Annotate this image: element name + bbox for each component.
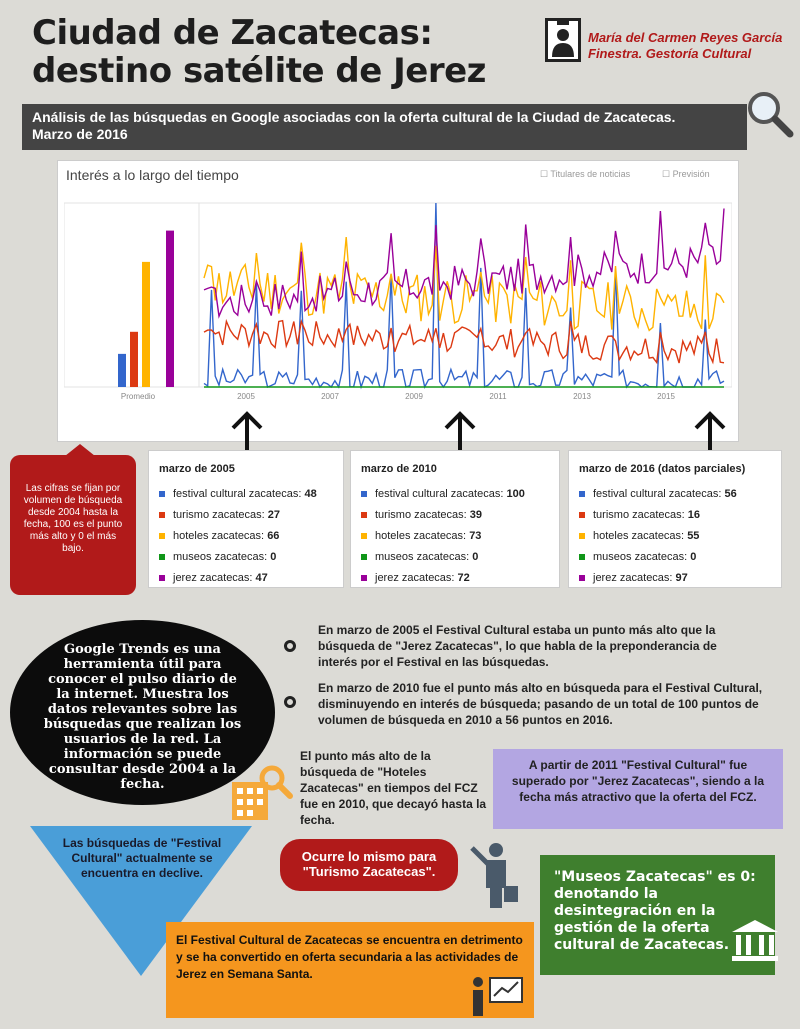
chart-option-forecast[interactable]: ☐ Previsión xyxy=(662,169,710,179)
data-card-2016 xyxy=(568,450,782,588)
card-row xyxy=(579,568,771,589)
card-row-label: jerez zacatecas: xyxy=(375,572,455,584)
card-row-value: 27 xyxy=(267,509,281,521)
chart-option-news-label: Titulares de noticias xyxy=(550,169,631,179)
card-row-label: jerez zacatecas: xyxy=(593,572,673,584)
trends-chart xyxy=(57,160,739,442)
presentation-chart-icon xyxy=(470,972,526,1018)
series-color-dot xyxy=(579,491,585,497)
magnifier-icon xyxy=(744,88,796,140)
x-tick-label: 2011 xyxy=(489,392,507,401)
author-name: María del Carmen Reyes García xyxy=(588,30,783,45)
chart-plot xyxy=(64,197,732,437)
card-row-value: 97 xyxy=(675,572,688,584)
chart-title: Interés a lo largo del tiempo xyxy=(66,167,239,183)
card-row-value: 66 xyxy=(267,530,280,542)
card-row-value: 100 xyxy=(506,488,525,500)
note-2010: En marzo de 2010 fue el punto más alto en búsqueda para el Festival Cultural, disminuyendo en interés de búsqueda; pasando de un total de 100 puntos de volumen de búsqueda en 2010 a 56 puntos en 2016. xyxy=(318,681,763,727)
card-row-value: 47 xyxy=(255,572,268,584)
series-color-dot xyxy=(361,491,367,497)
card-row-label: turismo zacatecas: xyxy=(173,509,265,521)
note-jerez-overtakes: A partir de 2011 "Festival Cultural" fue superado por "Jerez Zacatecas", siendo a la fecha más atractivo que la oferta del FCZ. xyxy=(493,749,783,829)
x-tick-label: 2009 xyxy=(405,392,423,401)
card-row-value: 48 xyxy=(304,488,317,500)
card-row xyxy=(361,526,549,547)
average-bar xyxy=(118,354,126,387)
card-row xyxy=(361,484,549,505)
note-festival-secondary: El Festival Cultural de Zacatecas se encuentra en detrimento y se ha convertido en oferta secundaria a las actividades de Jerez en Semana Santa. xyxy=(166,922,534,1018)
plot-frame xyxy=(64,203,732,387)
card-row xyxy=(579,547,771,568)
average-label: Promedio xyxy=(120,392,156,401)
x-tick-label: 2013 xyxy=(573,392,591,401)
card-row-label: museos zacatecas: xyxy=(375,551,470,563)
series-color-dot xyxy=(579,554,585,560)
title-line-1: Ciudad de Zacatecas: xyxy=(32,13,433,53)
series-color-dot xyxy=(159,491,165,497)
card-row xyxy=(159,547,333,568)
person-pointing-icon xyxy=(468,840,522,910)
bullet-icon xyxy=(284,640,296,652)
card-row-value: 39 xyxy=(469,509,483,521)
series-color-dot xyxy=(159,512,165,518)
banner-line-2: Marzo de 2016 xyxy=(32,126,128,142)
card-heading: marzo de 2010 xyxy=(361,463,437,475)
author-credit xyxy=(588,30,782,62)
data-card-2010 xyxy=(350,450,560,588)
card-row-label: turismo zacatecas: xyxy=(375,509,467,521)
average-bar xyxy=(142,262,150,387)
card-row-label: jerez zacatecas: xyxy=(173,572,253,584)
card-row-label: festival cultural zacatecas: xyxy=(173,488,302,500)
card-row-value: 0 xyxy=(270,551,277,563)
series-line xyxy=(204,321,724,363)
series-color-dot xyxy=(361,554,367,560)
card-row xyxy=(579,484,771,505)
note-turismo: Ocurre lo mismo para "Turismo Zacatecas". xyxy=(280,839,458,891)
average-bar xyxy=(166,231,174,387)
card-row-label: museos zacatecas: xyxy=(173,551,268,563)
chart-option-forecast-label: Previsión xyxy=(672,169,710,179)
card-row xyxy=(159,568,333,589)
card-row xyxy=(361,568,549,589)
card-row-value: 0 xyxy=(472,551,479,563)
card-row xyxy=(159,505,333,526)
card-row xyxy=(579,505,771,526)
card-row xyxy=(159,484,333,505)
page-title xyxy=(32,14,486,90)
card-heading: marzo de 2005 xyxy=(159,463,235,475)
series-line xyxy=(204,237,724,330)
subtitle-banner xyxy=(22,104,747,150)
card-heading: marzo de 2016 (datos parciales) xyxy=(579,463,746,475)
card-row xyxy=(361,547,549,568)
card-row-label: festival cultural zacatecas: xyxy=(375,488,504,500)
arrow-up-icon xyxy=(227,410,267,452)
card-row-value: 72 xyxy=(457,572,470,584)
arrow-up-icon xyxy=(690,410,730,452)
series-color-dot xyxy=(361,512,367,518)
card-row-label: hoteles zacatecas: xyxy=(593,530,685,542)
card-row xyxy=(159,526,333,547)
series-color-dot xyxy=(579,512,585,518)
average-bar xyxy=(130,332,138,387)
google-trends-bubble: Google Trends es una herramienta útil para conocer el pulso diario de la internet. Muestra los datos relevantes sobre las búsquedas que realizan los usuarios de la red. La información se puede consultar desde 2004 a la fecha. xyxy=(10,620,275,805)
museum-icon xyxy=(730,918,780,962)
card-row-value: 73 xyxy=(469,530,482,542)
series-color-dot xyxy=(159,575,165,581)
person-badge-icon xyxy=(545,18,581,62)
card-row-label: hoteles zacatecas: xyxy=(173,530,265,542)
card-row-value: 56 xyxy=(724,488,737,500)
note-hoteles: El punto más alto de la búsqueda de "Hoteles Zacatecas" en tiempos del FCZ fue en 2010, que decayó hasta la fecha. xyxy=(300,749,487,827)
bullet-icon xyxy=(284,696,296,708)
data-card-2005 xyxy=(148,450,344,588)
x-tick-label: 2015 xyxy=(657,392,675,401)
x-tick-label: 2005 xyxy=(237,392,255,401)
note-festival-decline: Las búsquedas de "Festival Cultural" actualmente se encuentra en declive. xyxy=(62,836,222,880)
card-row xyxy=(361,505,549,526)
series-color-dot xyxy=(159,533,165,539)
card-row-value: 0 xyxy=(690,551,697,563)
card-row-label: turismo zacatecas: xyxy=(593,509,685,521)
banner-line-1: Análisis de las búsquedas en Google asociadas con la oferta cultural de la Ciudad de Zacatecas. xyxy=(32,109,676,125)
card-row-value: 16 xyxy=(687,509,701,521)
card-row-value: 55 xyxy=(687,530,700,542)
author-organization: Finestra. Gestoría Cultural xyxy=(588,46,752,61)
series-color-dot xyxy=(361,533,367,539)
card-row xyxy=(579,526,771,547)
card-row-label: festival cultural zacatecas: xyxy=(593,488,722,500)
series-color-dot xyxy=(579,533,585,539)
note-2005: En marzo de 2005 el Festival Cultural estaba un punto más alto que la búsqueda de "Jerez Zacatecas", lo que habla de la preponderancia de interés por el Festival en las búsquedas. xyxy=(318,623,717,669)
scale-explanation-bubble: Las cifras se fijan por volumen de búsqueda desde 2004 hasta la fecha, 100 es el punto más alto y 0 el más bajo. xyxy=(10,455,136,595)
x-tick-label: 2007 xyxy=(321,392,339,401)
note-museos: "Museos Zacatecas" es 0: denotando la desintegración en la gestión de la oferta cultural de Zacatecas. xyxy=(540,855,775,975)
arrow-up-icon xyxy=(440,410,480,452)
series-color-dot xyxy=(361,575,367,581)
hotel-search-icon xyxy=(228,764,294,824)
series-color-dot xyxy=(159,554,165,560)
card-row-label: museos zacatecas: xyxy=(593,551,688,563)
title-line-2: destino satélite de Jerez xyxy=(32,51,486,91)
series-color-dot xyxy=(579,575,585,581)
card-row-label: hoteles zacatecas: xyxy=(375,530,467,542)
chart-option-news[interactable]: ☐ Titulares de noticias xyxy=(540,169,631,179)
